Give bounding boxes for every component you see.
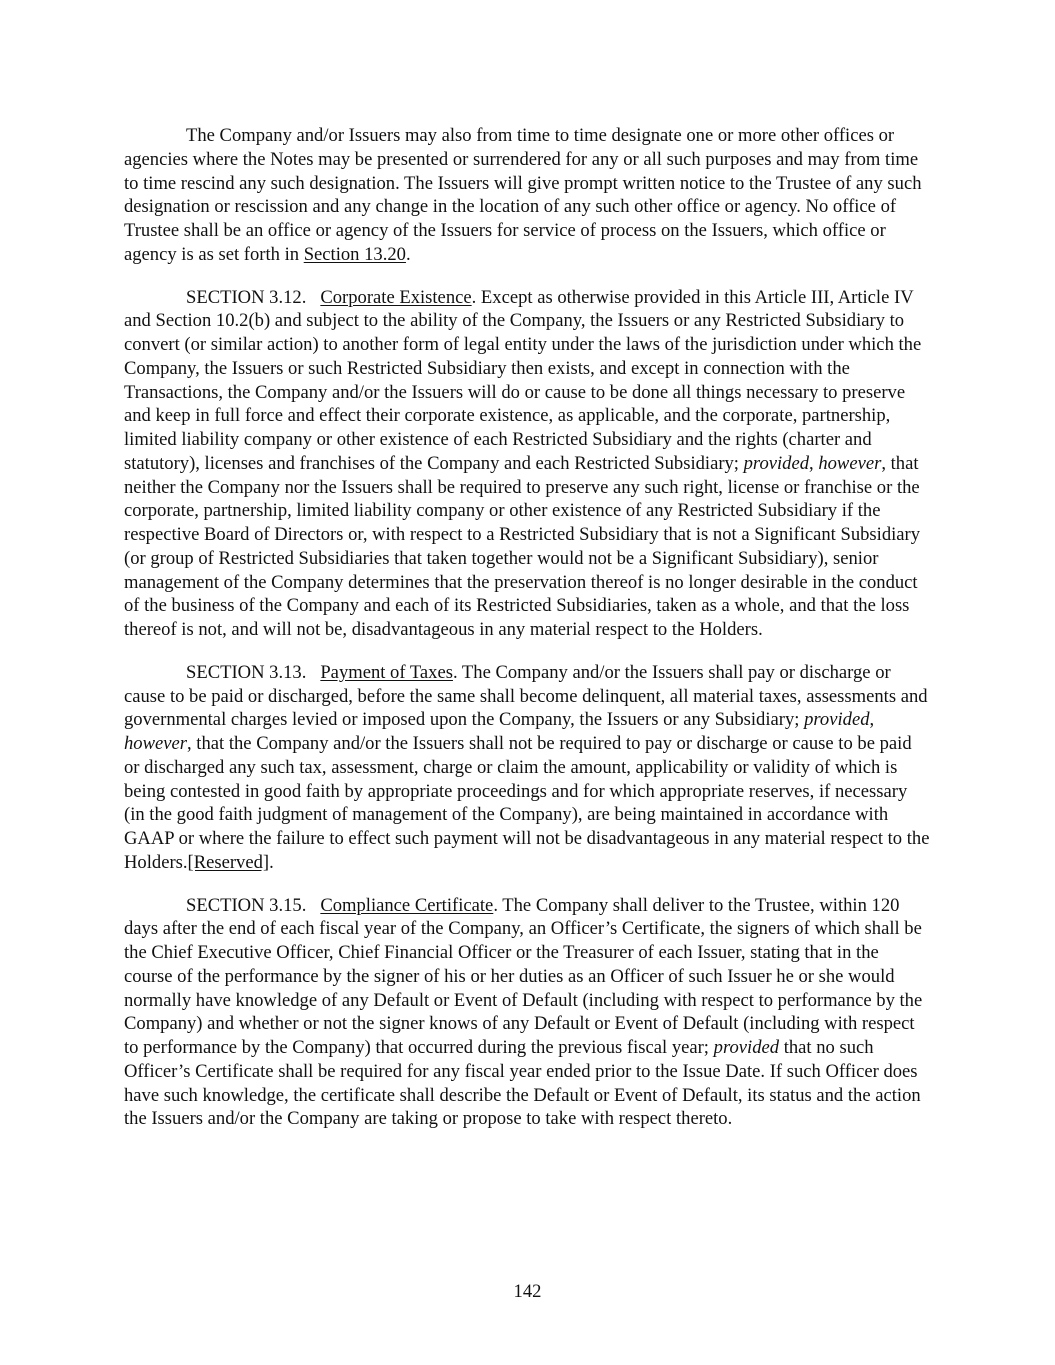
paragraph-offices-agencies: [124, 124, 930, 267]
reserved-insertion: [Reserved]: [187, 851, 270, 873]
however-term: however: [818, 452, 882, 474]
provided-term: provided: [743, 452, 810, 474]
section-3-12-corporate-existence: [124, 286, 930, 642]
paragraph-text-end: .: [405, 243, 411, 265]
comma: ,: [809, 452, 819, 474]
section-text-continued: , that the Company and/or the Issuers shall not be required to pay or discharge or cause to be paid or discharged any such tax, assessment, charge or claim the amount, applicability or validity of which is being contested in good faith by appropriate proceedings and for which appropriate reserves, if necessary (in the good faith judgment of management of the Company), are being maintained in accordance with GAAP or where the failure to effect such payment will not be disadvantageous in any material respect to the Holders.: [124, 733, 930, 873]
section-3-13-payment-of-taxes: [124, 661, 930, 875]
section-3-15-compliance-certificate: [124, 894, 930, 1132]
section-text: . The Company shall deliver to the Trustee, within 120 days after the end of each fiscal year of the Company, an Officer’s Certificate, the signers of which shall be the Chief Executive Officer, Chief Financial Officer or the Treasurer of each Issuer, stating that in the course of the performance by the signer of his or her duties as an Officer of such Issuer he or she would normally have knowledge of any Default or Event of Default (including with respect to performance by the Company) and whether or not the signer knows of any Default or Event of Default (including with respect to performance by the Company) that occurred during the previous fiscal year;: [124, 894, 923, 1058]
section-text-continued: that no such Officer’s Certificate shall be required for any fiscal year ended prior to the Issue Date. If such Officer does have such knowledge, the certificate shall describe the Default or Event of Default, its status and the action the Issuers and/or the Company are taking or propose to take with respect thereto.: [124, 1037, 921, 1130]
comma: ,: [869, 709, 875, 731]
document-page: [124, 124, 930, 1150]
paragraph-text: The Company and/or Issuers may also from time to time designate one or more other offices or agencies where the Notes may be presented or surrendered for any or all such purposes and may from time to time rescind any such designation. The Issuers will give prompt written notice to the Trustee of any such designation or rescission and any change in the location of any such other office or agency. No office of Trustee shall be an office or agency of the Issuers for service of process on the Issuers, which office or agency is as set forth in: [124, 125, 922, 265]
section-title: Payment of Taxes: [320, 661, 453, 683]
section-text: . Except as otherwise provided in this Article III, Article IV and Section 10.2(b) and subject to the ability of the Company, the Issuers or any Restricted Subsidiary to convert (or similar action) to another form of legal entity under the laws of the jurisdiction under which the Company, the Issuers or such Restricted Subsidiary then exists, and except in connection with the Transactions, the Company and/or the Issuers will do or cause to be done all things necessary to preserve and keep in full force and effect their corporate existence, as applicable, and the corporate, partnership, limited liability company or other existence of each Restricted Subsidiary and the rights (charter and statutory), licenses and franchises of the Company and each Restricted Subsidiary;: [124, 286, 922, 474]
section-title: Compliance Certificate: [320, 894, 494, 916]
section-text: . The Company and/or the Issuers shall pay or discharge or cause to be paid or discharged, before the same shall become delinquent, all material taxes, assessments and governmental charges levied or imposed upon the Company, the Issuers or any Subsidiary;: [124, 661, 928, 731]
section-13-20-reference: Section 13.20: [303, 243, 406, 265]
page-number: 142: [513, 1281, 542, 1302]
section-title: Corporate Existence: [320, 286, 472, 308]
section-text-continued: , that neither the Company nor the Issuers shall be required to preserve any such right, license or franchise or the corporate, partnership, limited liability company or other existence of any Restricted Subsidiary if the respective Board of Directors or, with respect to a Restricted Subsidiary that is not a Significant Subsidiary (or group of Restricted Subsidiaries that taken together would not be a Significant Subsidiary), senior management of the Company determines that the preservation thereof is no longer desirable in the conduct of the business of the Company and each of its Restricted Subsidiaries, taken as a whole, and that the loss thereof is not, and will not be, disadvantageous in any material respect to the Holders.: [124, 452, 921, 640]
however-term: however: [124, 733, 187, 754]
section-number: SECTION 3.13.: [186, 661, 307, 683]
section-number: SECTION 3.12.: [186, 286, 307, 308]
section-text-end: .: [269, 851, 274, 873]
provided-term: provided: [713, 1037, 780, 1058]
section-number: SECTION 3.15.: [186, 894, 307, 916]
provided-term: provided: [804, 709, 870, 731]
